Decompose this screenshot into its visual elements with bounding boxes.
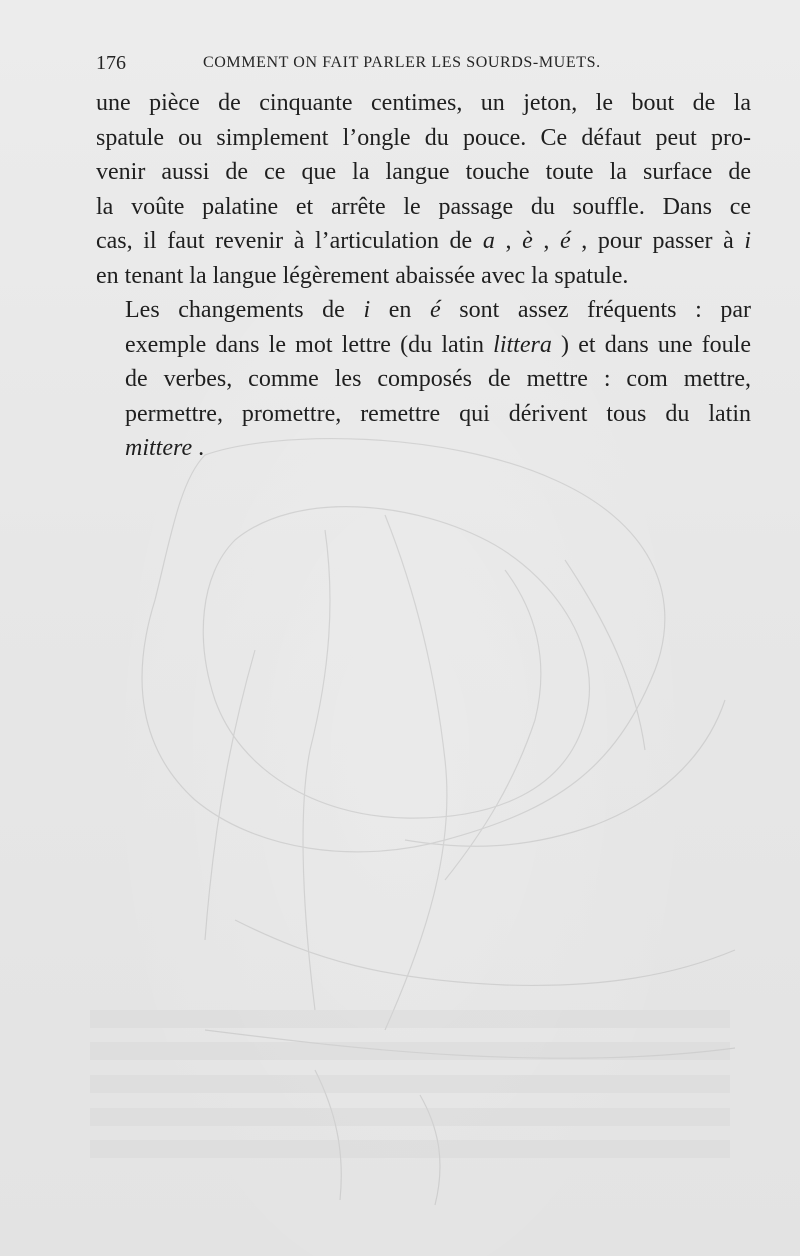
- running-title: COMMENT ON FAIT PARLER LES SOURDS-MUETS.: [203, 54, 601, 71]
- paragraph-1-line-6: en tenant la langue légèrement abaissée avec la spatule.: [96, 262, 629, 289]
- page-header: [96, 52, 751, 76]
- separator-1: ,: [505, 228, 523, 254]
- paragraph-2-line-1-middle: en: [388, 297, 431, 323]
- paragraph-1-line-2: spatule ou simplement l’ongle du pouce. Ce défaut peut pro-: [96, 124, 751, 151]
- body-text: [96, 86, 751, 466]
- paragraph-1-line-5-middle: , pour passer à: [581, 228, 745, 254]
- paragraph-2-line-2: [96, 328, 751, 363]
- paragraph-1: [96, 86, 751, 293]
- paragraph-2-line-2-prefix: exemple dans le mot lettre (du latin: [125, 331, 494, 358]
- italic-mittere: mittere: [125, 435, 193, 461]
- italic-e-acute: é: [559, 228, 571, 254]
- italic-i: i: [744, 228, 752, 254]
- paragraph-1-line-4: la voûte palatine et arrête le passage du souffle. Dans ce: [96, 193, 751, 220]
- separator-2: ,: [543, 228, 560, 254]
- paragraph-2: [96, 293, 751, 466]
- paragraph-2-line-5: [96, 431, 751, 466]
- italic-littera: littera: [493, 331, 552, 358]
- italic-a: a: [482, 228, 495, 254]
- show-through-illustration: [85, 420, 775, 1210]
- paragraph-2-line-3: de verbes, comme les composés de mettre : com mettre,: [125, 366, 751, 392]
- paragraph-1-line-5-prefix: cas, il faut revenir à l’articulation de: [96, 228, 483, 254]
- italic-e-2: é: [430, 297, 441, 323]
- paragraph-1-line-5: [96, 224, 751, 259]
- italic-i-2: i: [363, 297, 371, 323]
- paragraph-1-line-3: venir aussi de ce que la langue touche toute la surface de: [96, 159, 751, 185]
- paragraph-1-line-1: une pièce de cinquante centimes, un jeton, le bout de la: [96, 90, 751, 116]
- italic-e-grave: è: [522, 228, 533, 254]
- page-number: 176: [96, 52, 126, 74]
- paragraph-2-line-1-suffix: sont assez fréquents : par: [459, 297, 752, 323]
- paragraph-2-line-1-prefix: Les changements de: [125, 297, 364, 323]
- paragraph-2-line-5-suffix: .: [198, 435, 205, 461]
- paragraph-2-line-4: permettre, promettre, remettre qui dérivent tous du latin: [125, 400, 751, 427]
- paragraph-2-line-1: [96, 293, 751, 328]
- paragraph-2-line-2-suffix: ) et dans une foule: [561, 331, 752, 358]
